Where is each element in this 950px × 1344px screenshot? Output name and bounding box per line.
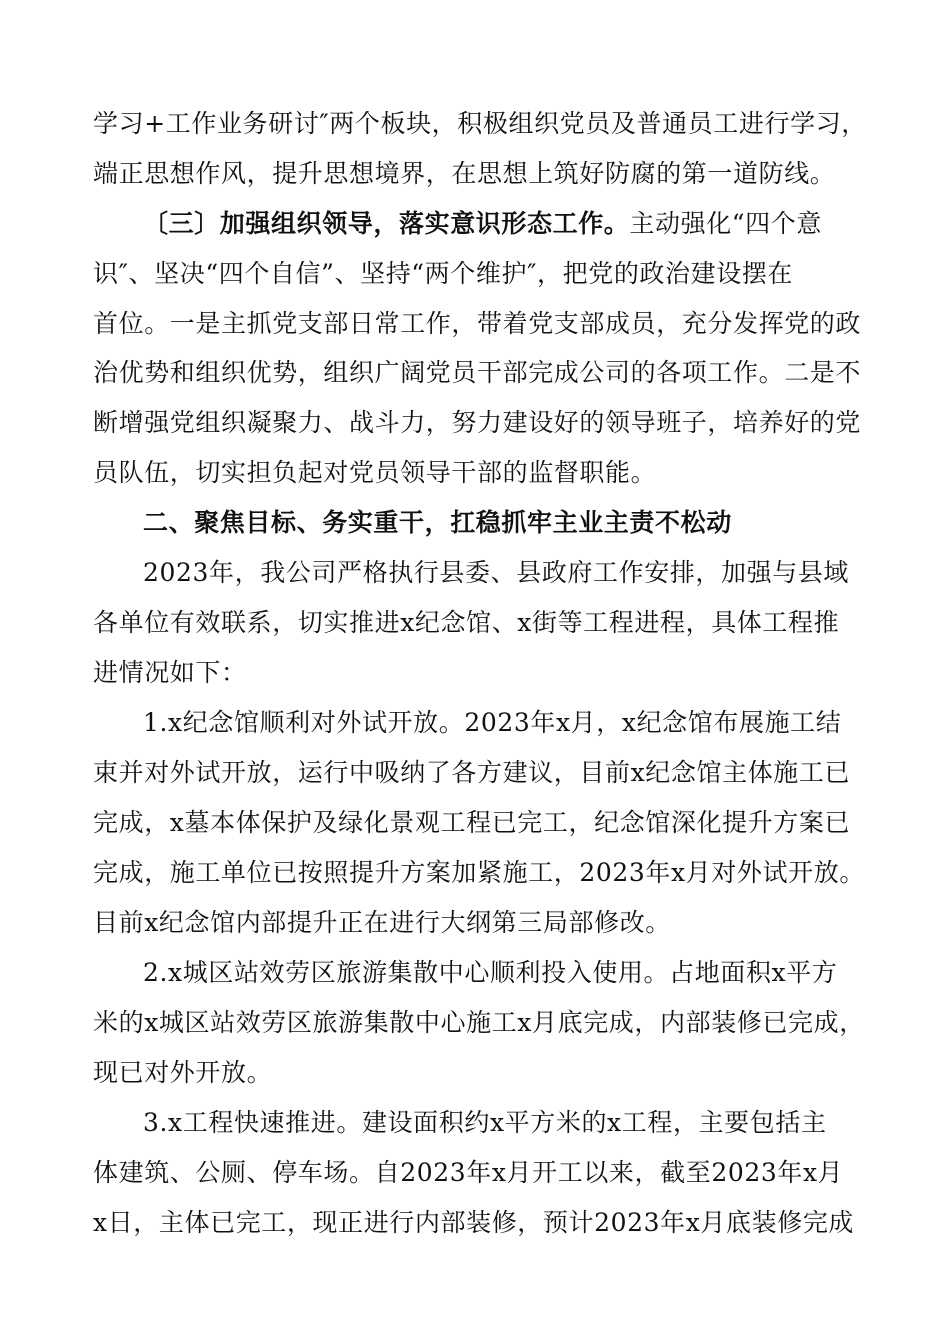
paragraph-line: 米的x城区站效劳区旅游集散中心施工x月底完成，内部装修已完成， — [93, 1008, 865, 1037]
section-title: 〔三〕加强组织领导，落实意识形态工作。 — [143, 209, 630, 238]
paragraph-line: 学习+工作业务研讨″两个板块，积极组织党员及普通员工进行学习， — [93, 109, 867, 138]
paragraph-line: 目前x纪念馆内部提升正在进行大纲第三局部修改。 — [93, 908, 671, 937]
paragraph-line: 各单位有效联系，切实推进x纪念馆、x街等工程进程，具体工程推 — [93, 608, 840, 637]
paragraph-line: 2023年，我公司严格执行县委、县政府工作安排，加强与县域 — [143, 558, 850, 587]
paragraph-line: 进情况如下： — [93, 658, 247, 687]
section-lead-text: 主动强化“四个意 — [629, 209, 822, 238]
paragraph-line: x日，主体已完工，现正进行内部装修，预计2023年x月底装修完成 — [93, 1208, 855, 1237]
paragraph-line: 3.x工程快速推进。建设面积约x平方米的x工程，主要包括主 — [143, 1108, 827, 1137]
paragraph-line: 体建筑、公厕、停车场。自2023年x月开工以来，截至2023年x月 — [93, 1158, 844, 1187]
paragraph-line: 束并对外试开放，运行中吸纳了各方建议，目前x纪念馆主体施工已 — [93, 758, 851, 787]
paragraph-line: 识″、坚决“四个自信”、坚持“两个维护″，把党的政治建设摆在 — [93, 259, 794, 288]
paragraph-line: 端正思想作风，提升思想境界，在思想上筑好防腐的第一道防线。 — [93, 159, 836, 188]
paragraph-line: 断增强党组织凝聚力、战斗力，努力建设好的领导班子，培养好的党 — [93, 408, 862, 437]
paragraph-line: 首位。一是主抓党支部日常工作，带着党支部成员，充分发挥党的政 — [93, 309, 862, 338]
paragraph-line: 现已对外开放。 — [93, 1058, 273, 1087]
paragraph-line: 2.x城区站效劳区旅游集散中心顺利投入使用。占地面积x平方 — [143, 958, 838, 987]
paragraph-line: 1.x纪念馆顺利对外试开放。2023年x月，x纪念馆布展施工结 — [143, 708, 842, 737]
paragraph-line: 员队伍，切实担负起对党员领导干部的监督职能。 — [93, 458, 657, 487]
paragraph-line: 治优势和组织优势，组织广阔党员干部完成公司的各项工作。二是不 — [93, 358, 862, 387]
paragraph-line: 完成，x墓本体保护及绿化景观工程已完工，纪念馆深化提升方案已 — [93, 808, 851, 837]
chapter-heading: 二、聚焦目标、务实重干，扛稳抓牢主业主责不松动 — [143, 508, 732, 537]
section-heading-line — [143, 208, 863, 240]
paragraph-line: 完成，施工单位已按照提升方案加紧施工，2023年x月对外试开放。 — [93, 858, 865, 887]
